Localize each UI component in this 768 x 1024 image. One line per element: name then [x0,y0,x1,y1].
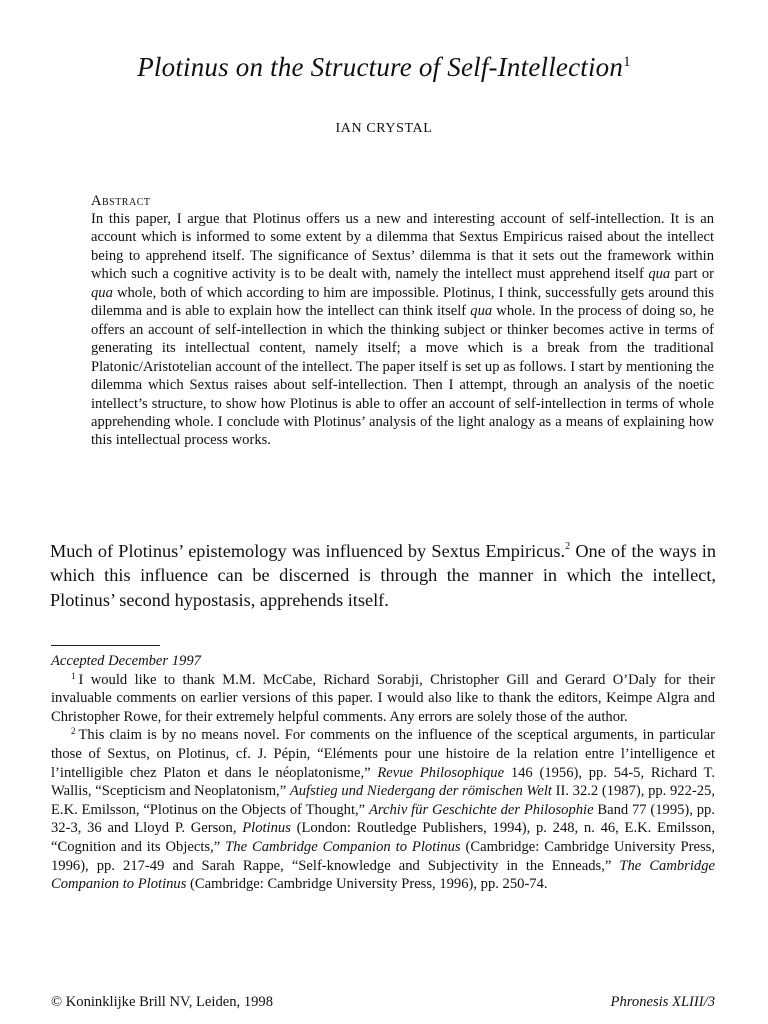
footnote-2-text: 146 (1956), pp. 54-5, Richard T. Wallis, “Scepticism and Neoplatonism,” [51,764,716,800]
footnote-2-text: This claim is by no means novel. For comments on the influence of the sceptical arguments, in particular those of Sextus, on Plotinus, cf. J. Pépin, “Eléments pour une histoire de la relation entre l’intelligence et l’intelligible chez Platon et dans le néoplatonisme,” [51,727,715,781]
accepted-date: Accepted December 1997 [51,653,201,669]
footnote-2-text: (London: Routledge Publishers, 1994), p. 248, n. 46, E.K. Emilsson, “Cognition and its Objects,” [51,820,715,855]
body-footnote-marker[interactable]: 2 [565,541,571,552]
footnote-2-marker: 2 [71,726,76,737]
footnote-1 [51,671,715,727]
footnote-2-work-title: Archiv für Geschichte der Philosophie [368,801,594,818]
footnote-2-text: (Cambridge: Cambridge University Press, 1996), pp. 217-49 and Sarah Rappe, “Self-knowledge and Subjectivity in the Enneads,” [51,838,715,874]
abstract-italic-term: qua [91,284,113,301]
footnote-2-work-title: Revue Philosophique [377,764,505,781]
author-name: IAN CRYSTAL [335,121,433,136]
footnote-2-work-title: Aufstieg und Niedergang der römischen Welt [289,783,552,800]
abstract-section [91,192,714,450]
footnote-2-text: Band 77 (1995), pp. 32-3, 36 and Lloyd P. Gerson, [51,801,715,837]
paper-title-text: Plotinus on the Structure of Self-Intellection [137,52,624,82]
body-text-part: Much of Plotinus’ epistemology was influenced by Sextus Empiricus. [50,541,566,561]
abstract-text: In this paper, I argue that Plotinus offers us a new and interesting account of self-intellection. It is an account which is informed to some extent by a dilemma that Sextus Empiricus raised about the intellect being to apprehend itself. The significance of Sextus’ dilemma is that it sets out the framework within which such a cognitive activity is to be dealt with, namely the intellect must apprehend itself [91,211,714,283]
footnote-2-work-title: Plotinus [242,820,291,837]
abstract-italic-term: qua [470,303,493,320]
footnotes-section [51,652,715,894]
footnote-2-work-title: The Cambridge Companion to Plotinus [51,857,715,893]
footnote-2-work-title: The Cambridge Companion to Plotinus [225,838,461,855]
footnote-1-text: I would like to thank M.M. McCabe, Richard Sorabji, Christopher Gill and Gerard O’Daly for their invaluable comments on earlier versions of this paper. I would also like to thank the editors, Keimpe Algra and Christopher Rowe, for their extremely helpful comments. Any errors are solely those of the author. [51,671,715,725]
footer-journal: Phronesis XLIII/3 [610,994,715,1010]
footnote-1-marker: 1 [71,670,76,681]
abstract-heading: Abstract [91,193,151,209]
abstract-text: part or [670,266,714,283]
abstract-text: whole. In the process of doing so, he offers an account of self-intellection in which the thinking subject or thinker becomes active in terms of generating its intellectual content, namely itself; a move which is a break from the traditional Platonic/Aristotelian account of the intellect. The paper itself is set up as follows. I start by mentioning the dilemma which Sextus raises about self-intellection. Then I attempt, through an analysis of the noetic intellect’s structure, to show how Plotinus is able to offer an account of self-intellection in terms of whole apprehending whole. I conclude with Plotinus’ analysis of the light analogy as a means of explaining how this intellectual process works. [91,303,714,449]
body-text-part: One of the ways in which this influence can be discerned is through the manner in which the intellect, Plotinus’ second hypostasis, apprehends itself. [50,541,716,610]
footnote-2-text: II. 32.2 (1987), pp. 922-25, E.K. Emilsson, “Plotinus on the Objects of Thought,” [51,783,715,818]
body-paragraph [50,539,716,612]
abstract-italic-term: qua [648,266,671,283]
abstract-text: whole, both of which according to him are impossible. Plotinus, I think, successfully gets around this dilemma and is able to explain how the intellect can think itself [91,284,714,320]
footnote-2 [51,726,715,893]
paper-title [0,52,768,83]
footnote-divider [51,645,160,646]
footer-copyright: © Koninklijke Brill NV, Leiden, 1998 [51,994,274,1010]
title-footnote-marker[interactable]: 1 [623,54,631,70]
footnote-2-text: (Cambridge: Cambridge University Press, 1996), pp. 250-74. [186,876,548,893]
abstract-body [91,210,714,450]
